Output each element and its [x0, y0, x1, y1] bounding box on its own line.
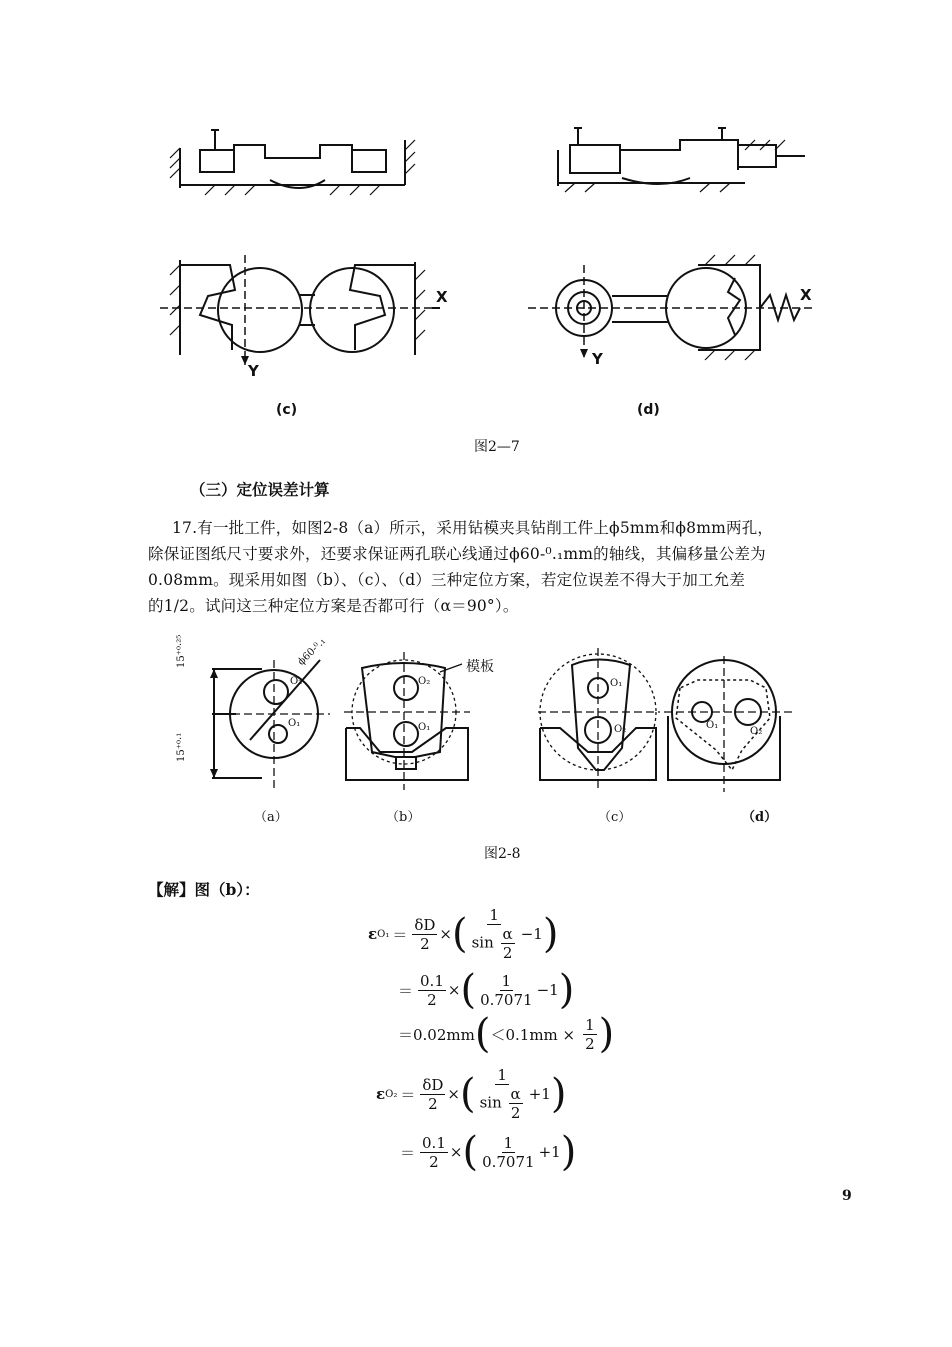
fig28b-o2: O₂	[418, 676, 431, 687]
equation-eps1-step2: ＝ $\frac{0.1}{2}$ × ( $\frac{1}{0.7071}$ −1 )	[398, 967, 575, 1013]
section-heading: （三）定位误差计算	[190, 480, 330, 499]
eq1-frac-dD: $\frac{\delta D}{2}$	[414, 915, 436, 953]
fig28-diameter: ϕ60-⁰.₁	[296, 635, 328, 668]
fig28-template-label: 模板	[466, 659, 494, 675]
fig27-axis-y-d: Y	[592, 350, 603, 368]
fig28c-o2: O₂	[614, 724, 627, 735]
eps1-symbol: ε	[368, 925, 378, 943]
equation-eps1-result: ＝0.02mm ( ＜0.1mm × $\frac{1}{2}$ )	[398, 1011, 615, 1057]
fig28a-o1: O₁	[288, 718, 301, 729]
fig27-axis-x-c: X	[436, 288, 448, 306]
fig28d-o2: O₂	[750, 726, 763, 737]
fig28-label-a: （a）	[254, 810, 288, 825]
fig28d-o1: O₁	[706, 720, 719, 731]
page-number: 9	[842, 1188, 852, 1204]
eps1-sub: O₁	[377, 928, 390, 940]
problem-line-2: 除保证图纸尺寸要求外，还要求保证两孔联心线通过ϕ60-⁰.₁mm的轴线，其偏移量公差为	[148, 545, 766, 563]
solution-lead: 【解】图（b）：	[148, 880, 260, 899]
problem-line-3: 0.08mm。现采用如图（b）、（c）、（d）三种定位方案，若定位误差不得大于加工允差	[148, 571, 746, 589]
eq1-frac-sin: 1 sin $\frac{\alpha}{2}$	[471, 906, 513, 962]
equation-eps2: ε O₂ ＝ $\frac{\delta D}{2}$ × ( 1 sin $\frac{\alpha}{2}$ +1 )	[376, 1066, 567, 1122]
fig28c-o1: O₁	[610, 678, 623, 689]
fig28-dim-top: 15⁺⁰·²⁵	[176, 634, 187, 668]
problem-line-1: 17.有一批工件，如图2-8（a）所示，采用钻模夹具钻削工件上ϕ5mm和ϕ8mm两孔，	[172, 519, 774, 537]
fig27-axis-x-d: X	[800, 286, 812, 304]
problem-line-4: 的1/2。试问这三种定位方案是否都可行（α＝90°）。	[148, 597, 519, 615]
equation-eps2-step2: ＝ $\frac{0.1}{2}$ × ( $\frac{1}{0.7071}$ +1 )	[400, 1129, 577, 1175]
fig28-dim-bottom: 15⁺⁰·¹	[176, 732, 187, 762]
fig27-axis-y-c: Y	[248, 362, 259, 380]
fig28-label-d: （d）	[742, 810, 778, 825]
eps2-sub: O₂	[385, 1088, 398, 1100]
fig27-caption: 图2—7	[474, 439, 520, 455]
fig28-label-b: （b）	[386, 810, 421, 825]
fig28b-o1: O₁	[418, 722, 431, 733]
fig27-label-c: (c)	[276, 402, 298, 418]
fig28-caption: 图2-8	[484, 846, 521, 862]
fig27-label-d: (d)	[637, 402, 660, 418]
equation-eps1: ε O₁ ＝ $\frac{\delta D}{2}$ × ( 1 sin $\frac{\alpha}{2}$ −1 )	[368, 906, 559, 962]
fig28-label-c: （c）	[598, 810, 632, 825]
eps2-symbol: ε	[376, 1085, 386, 1103]
fig28a-o2: O₂	[290, 676, 303, 687]
